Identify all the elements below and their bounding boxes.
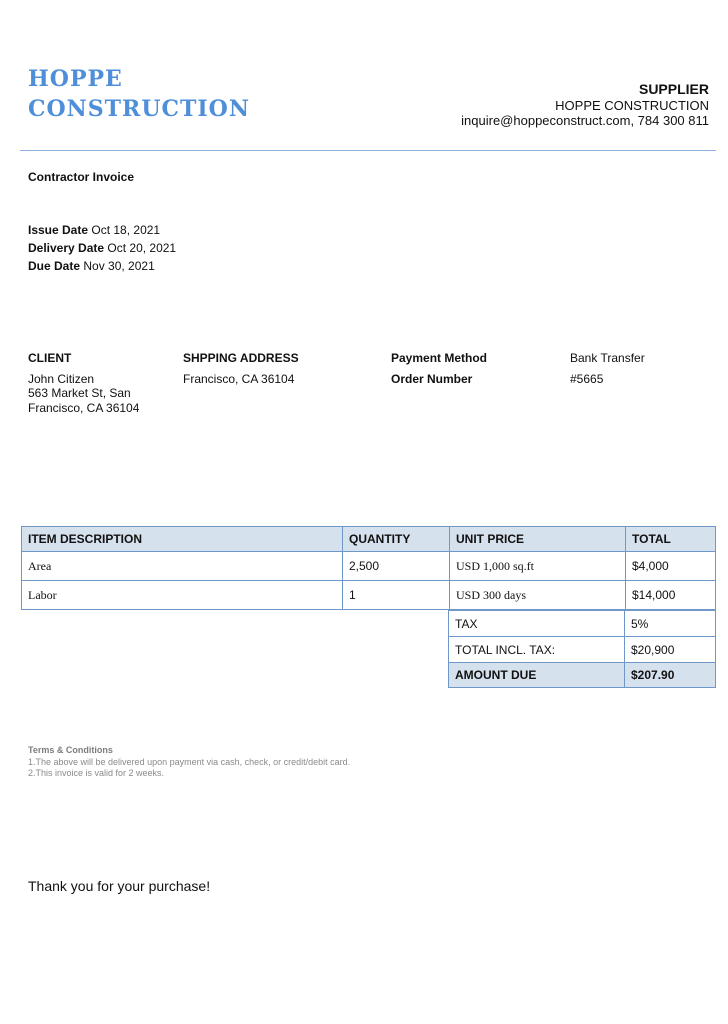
client-address-line1: 563 Market St, San: [28, 386, 131, 400]
row-unit-price: USD 300 days: [450, 581, 626, 610]
order-number-label: Order Number: [391, 372, 473, 386]
total-incl-tax-label: TOTAL INCL. TAX:: [448, 636, 625, 663]
supplier-contact: inquire@hoppeconstruct.com, 784 300 811: [461, 113, 709, 128]
shipping-label: SHPPING ADDRESS: [183, 351, 299, 365]
row-description: Labor: [22, 581, 343, 610]
delivery-date-row: [28, 241, 176, 255]
row-total: $14,000: [626, 581, 716, 610]
tax-label: TAX: [448, 610, 625, 637]
terms-title: Terms & Conditions: [28, 745, 113, 755]
header-divider: [20, 150, 716, 151]
header-item-description: ITEM DESCRIPTION: [22, 527, 343, 552]
items-table: [21, 526, 716, 610]
delivery-date-label: Delivery Date: [28, 241, 105, 255]
company-logo-line2: CONSTRUCTION: [28, 96, 250, 122]
due-date-value: Nov 30, 2021: [83, 259, 155, 273]
terms-line-2: 2.This invoice is valid for 2 weeks.: [28, 768, 165, 778]
table-header-row: [22, 527, 716, 552]
due-date-row: [28, 259, 155, 273]
due-date-label: Due Date: [28, 259, 81, 273]
delivery-date-value: Oct 20, 2021: [107, 241, 177, 255]
document-title: Contractor Invoice: [28, 170, 135, 184]
amount-due-label: AMOUNT DUE: [448, 662, 625, 688]
header-quantity: QUANTITY: [343, 527, 450, 552]
client-label: CLIENT: [28, 351, 72, 365]
payment-method-value: Bank Transfer: [570, 351, 645, 365]
payment-method-label: Payment Method: [391, 351, 488, 365]
row-quantity: 2,500: [343, 552, 450, 581]
terms-line-1: 1.The above will be delivered upon payment via cash, check, or credit/debit card.: [28, 757, 351, 767]
issue-date-value: Oct 18, 2021: [91, 223, 161, 237]
issue-date-row: [28, 223, 160, 237]
header-total: TOTAL: [626, 527, 716, 552]
supplier-name: HOPPE CONSTRUCTION: [555, 98, 709, 113]
order-number-value: #5665: [570, 372, 604, 386]
row-unit-price: USD 1,000 sq.ft: [450, 552, 626, 581]
company-logo-line1: HOPPE: [28, 66, 123, 92]
client-address-line2: Francisco, CA 36104: [28, 401, 140, 415]
row-quantity: 1: [343, 581, 450, 610]
row-total: $4,000: [626, 552, 716, 581]
header-unit-price: UNIT PRICE: [450, 527, 626, 552]
shipping-value: Francisco, CA 36104: [183, 372, 295, 386]
thank-you-message: Thank you for your purchase!: [28, 878, 211, 894]
table-row: [22, 581, 716, 610]
row-description: Area: [22, 552, 343, 581]
client-name: John Citizen: [28, 372, 95, 386]
supplier-label: SUPPLIER: [638, 81, 709, 97]
table-row: [22, 552, 716, 581]
supplier-block: [461, 81, 709, 128]
issue-date-label: Issue Date: [28, 223, 89, 237]
amount-due-value: $207.90: [624, 662, 716, 688]
total-incl-tax-value: $20,900: [624, 636, 716, 663]
tax-value: 5%: [624, 610, 716, 637]
